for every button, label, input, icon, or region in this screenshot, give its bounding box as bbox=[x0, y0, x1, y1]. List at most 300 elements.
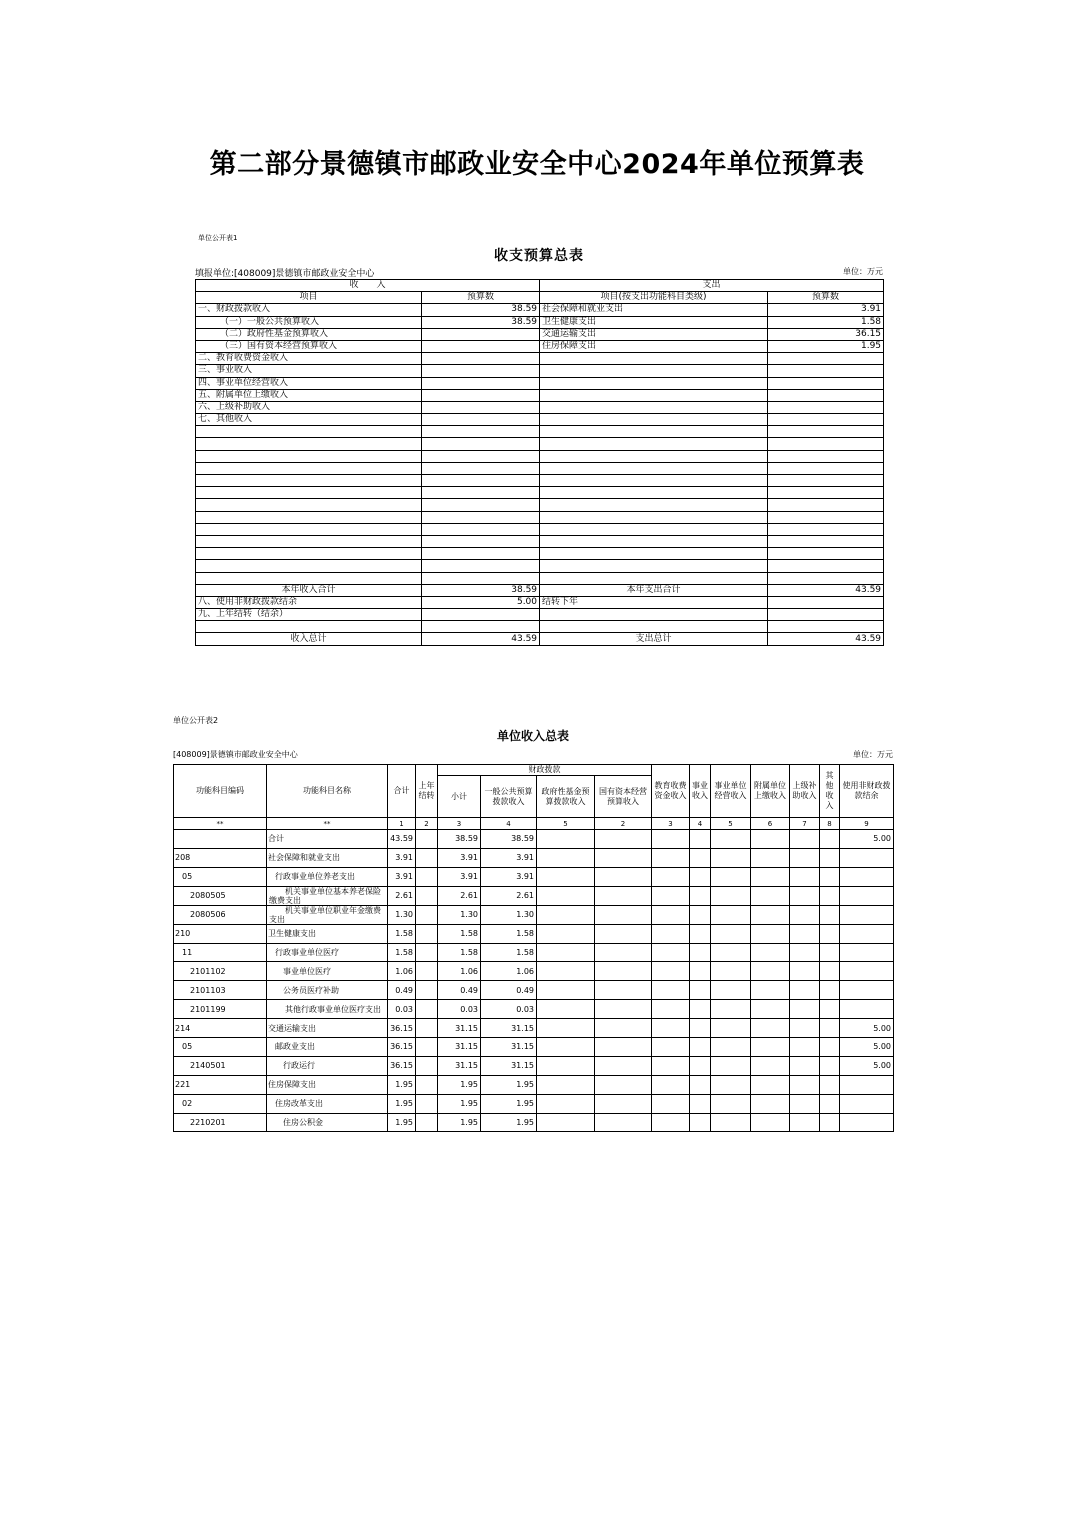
expense-amount bbox=[768, 414, 884, 426]
income-expense-table bbox=[195, 279, 884, 646]
empty-cell bbox=[711, 1113, 751, 1132]
empty-cell bbox=[711, 1056, 751, 1075]
total-cell: 1.06 bbox=[388, 962, 416, 981]
subtotal-cell: 0.03 bbox=[438, 1000, 481, 1019]
empty-cell bbox=[711, 905, 751, 924]
general-cell: 31.15 bbox=[481, 1056, 537, 1075]
empty-cell bbox=[595, 962, 652, 981]
empty-cell bbox=[768, 462, 884, 474]
table1-empty-row bbox=[196, 426, 884, 438]
empty-cell bbox=[751, 848, 790, 867]
empty-cell bbox=[690, 848, 711, 867]
empty-cell bbox=[690, 962, 711, 981]
carry-cell bbox=[416, 924, 438, 943]
empty-cell bbox=[537, 981, 595, 1000]
empty-cell bbox=[196, 438, 422, 450]
empty-cell bbox=[768, 426, 884, 438]
subtotal-cell: 3.91 bbox=[438, 867, 481, 886]
index-cell: 7 bbox=[790, 818, 820, 830]
empty-cell bbox=[790, 886, 820, 905]
name-cell: 卫生健康支出 bbox=[267, 924, 388, 943]
empty-cell bbox=[768, 621, 884, 633]
hdr-fund: 政府性基金预算拨款收入 bbox=[537, 776, 595, 818]
empty-cell bbox=[652, 1019, 690, 1038]
empty-cell bbox=[790, 1075, 820, 1094]
empty-cell bbox=[751, 943, 790, 962]
general-cell: 1.95 bbox=[481, 1094, 537, 1113]
table2-row bbox=[174, 886, 894, 905]
table2-title: 单位收入总表 bbox=[496, 729, 569, 743]
hdr-affiliated: 附属单位上缴收入 bbox=[751, 765, 790, 818]
code-cell: 11 bbox=[174, 943, 267, 962]
empty-cell bbox=[790, 1094, 820, 1113]
carry-cell bbox=[416, 981, 438, 1000]
index-cell: 3 bbox=[652, 818, 690, 830]
table1-empty-row bbox=[196, 511, 884, 523]
empty-cell bbox=[652, 830, 690, 849]
table2-row bbox=[174, 1019, 894, 1038]
total-cell: 36.15 bbox=[388, 1019, 416, 1038]
empty-cell bbox=[422, 511, 540, 523]
carry-cell bbox=[416, 830, 438, 849]
empty-cell bbox=[196, 475, 422, 487]
income-amount bbox=[422, 389, 540, 401]
empty-cell bbox=[540, 511, 768, 523]
empty-cell bbox=[595, 1094, 652, 1113]
general-cell: 3.91 bbox=[481, 867, 537, 886]
empty-cell bbox=[196, 560, 422, 572]
empty-cell bbox=[690, 830, 711, 849]
nonfiscal-cell: 5.00 bbox=[840, 1038, 894, 1057]
subtotal-cell: 1.58 bbox=[438, 924, 481, 943]
empty-cell bbox=[820, 905, 840, 924]
general-cell: 1.95 bbox=[481, 1075, 537, 1094]
table1-row bbox=[196, 340, 884, 352]
empty-cell bbox=[751, 1019, 790, 1038]
empty-cell bbox=[820, 1075, 840, 1094]
empty-cell bbox=[422, 487, 540, 499]
total-expense: 43.59 bbox=[768, 633, 884, 645]
carry-cell bbox=[416, 1113, 438, 1132]
empty-cell bbox=[196, 450, 422, 462]
expense-item bbox=[540, 377, 768, 389]
expense-item bbox=[540, 401, 768, 413]
income-item: （一）一般公共预算收入 bbox=[196, 316, 422, 328]
table2-row bbox=[174, 962, 894, 981]
total-cell: 1.30 bbox=[388, 905, 416, 924]
empty-cell bbox=[690, 905, 711, 924]
empty-cell bbox=[537, 830, 595, 849]
general-cell: 1.95 bbox=[481, 1113, 537, 1132]
nonfiscal-cell bbox=[840, 962, 894, 981]
table2-row bbox=[174, 924, 894, 943]
general-cell: 0.49 bbox=[481, 981, 537, 1000]
carry-cell bbox=[416, 867, 438, 886]
empty-cell bbox=[751, 886, 790, 905]
empty-cell bbox=[196, 462, 422, 474]
empty-cell bbox=[652, 886, 690, 905]
empty-cell bbox=[820, 867, 840, 886]
empty-cell bbox=[820, 924, 840, 943]
hdr-fiscal: 财政拨款 bbox=[438, 765, 652, 776]
total-cell: 1.95 bbox=[388, 1094, 416, 1113]
hdr-total: 合计 bbox=[388, 765, 416, 818]
empty-cell bbox=[422, 438, 540, 450]
empty-cell bbox=[595, 981, 652, 1000]
index-cell: ** bbox=[174, 818, 267, 830]
empty-cell bbox=[751, 1075, 790, 1094]
empty-cell bbox=[711, 924, 751, 943]
carry-cell bbox=[416, 1075, 438, 1094]
empty-cell bbox=[595, 867, 652, 886]
empty-cell bbox=[820, 886, 840, 905]
expense-item bbox=[540, 365, 768, 377]
code-cell: 05 bbox=[174, 867, 267, 886]
nonfiscal-cell bbox=[840, 981, 894, 1000]
empty-cell bbox=[652, 848, 690, 867]
general-cell: 1.06 bbox=[481, 962, 537, 981]
empty-cell bbox=[595, 1038, 652, 1057]
empty-cell bbox=[595, 943, 652, 962]
empty-cell bbox=[768, 438, 884, 450]
carry-cell bbox=[416, 1038, 438, 1057]
income-item: （二）政府性基金预算收入 bbox=[196, 328, 422, 340]
empty-cell bbox=[652, 867, 690, 886]
name-cell: 公务员医疗补助 bbox=[267, 981, 388, 1000]
table1-summary-row bbox=[196, 609, 884, 621]
empty-cell bbox=[690, 867, 711, 886]
empty-cell bbox=[768, 499, 884, 511]
subtotal-cell: 1.95 bbox=[438, 1075, 481, 1094]
expense-item: 住房保障支出 bbox=[540, 340, 768, 352]
empty-cell bbox=[595, 1019, 652, 1038]
empty-cell bbox=[790, 1000, 820, 1019]
empty-cell bbox=[196, 499, 422, 511]
empty-cell bbox=[422, 450, 540, 462]
empty-cell bbox=[690, 1000, 711, 1019]
carry-cell bbox=[416, 1000, 438, 1019]
nonfiscal-cell bbox=[840, 848, 894, 867]
empty-cell bbox=[790, 1019, 820, 1038]
empty-cell bbox=[820, 981, 840, 1000]
subtotal-cell: 1.95 bbox=[438, 1094, 481, 1113]
empty-cell bbox=[690, 886, 711, 905]
total-cell: 1.95 bbox=[388, 1075, 416, 1094]
empty-cell bbox=[540, 450, 768, 462]
table1-empty-row bbox=[196, 499, 884, 511]
index-cell: ** bbox=[267, 818, 388, 830]
empty-cell bbox=[537, 924, 595, 943]
empty-cell bbox=[540, 621, 768, 633]
empty-cell bbox=[768, 609, 884, 621]
name-cell: 其他行政事业单位医疗支出 bbox=[267, 1000, 388, 1019]
table1-currency: 单位：万元 bbox=[843, 267, 883, 276]
subtotal-cell: 1.95 bbox=[438, 1113, 481, 1132]
income-item: 四、事业单位经营收入 bbox=[196, 377, 422, 389]
empty-cell bbox=[422, 426, 540, 438]
code-cell: 214 bbox=[174, 1019, 267, 1038]
income-amount bbox=[422, 353, 540, 365]
income-item: 二、教育收费资金收入 bbox=[196, 353, 422, 365]
total-cell: 43.59 bbox=[388, 830, 416, 849]
hdr-operating: 事业单位经营收入 bbox=[711, 765, 751, 818]
expense-amount bbox=[768, 377, 884, 389]
empty-cell bbox=[422, 523, 540, 535]
income-item: 五、附属单位上缴收入 bbox=[196, 389, 422, 401]
index-cell: 9 bbox=[840, 818, 894, 830]
empty-cell bbox=[652, 1094, 690, 1113]
subtotal-cell: 31.15 bbox=[438, 1038, 481, 1057]
empty-cell bbox=[540, 499, 768, 511]
empty-cell bbox=[690, 981, 711, 1000]
table2-header-row-1 bbox=[174, 765, 894, 776]
income-amount bbox=[422, 365, 540, 377]
table2-row bbox=[174, 1056, 894, 1075]
nonfiscal-cell bbox=[840, 905, 894, 924]
empty-cell bbox=[196, 621, 422, 633]
table2-row bbox=[174, 1075, 894, 1094]
carry-cell bbox=[416, 1019, 438, 1038]
expense-amount bbox=[768, 353, 884, 365]
non-fiscal-label: 八、使用非财政拨款结余 bbox=[196, 596, 422, 608]
empty-cell bbox=[711, 1000, 751, 1019]
name-cell: 住房公积金 bbox=[267, 1113, 388, 1132]
table2-row bbox=[174, 943, 894, 962]
empty-cell bbox=[540, 426, 768, 438]
total-cell: 0.03 bbox=[388, 1000, 416, 1019]
table1-unit-label: 填报单位:[408009]景德镇市邮政业安全中心 bbox=[195, 269, 375, 279]
expense-amount: 1.95 bbox=[768, 340, 884, 352]
empty-cell bbox=[537, 1075, 595, 1094]
income-amount: 38.59 bbox=[422, 304, 540, 316]
nonfiscal-cell bbox=[840, 1094, 894, 1113]
empty-cell bbox=[595, 1075, 652, 1094]
expense-header: 支出 bbox=[540, 280, 884, 292]
empty-cell bbox=[595, 1056, 652, 1075]
name-cell: 行政事业单位医疗 bbox=[267, 943, 388, 962]
empty-cell bbox=[751, 830, 790, 849]
table2-row bbox=[174, 830, 894, 849]
table1-row bbox=[196, 316, 884, 328]
nonfiscal-cell bbox=[840, 1113, 894, 1132]
subtotal-cell: 31.15 bbox=[438, 1056, 481, 1075]
year-expense: 43.59 bbox=[768, 584, 884, 596]
empty-cell bbox=[820, 848, 840, 867]
table1-summary-row bbox=[196, 596, 884, 608]
empty-cell bbox=[422, 475, 540, 487]
empty-cell bbox=[751, 962, 790, 981]
hdr-carry: 上年结转 bbox=[416, 765, 438, 818]
empty-cell bbox=[537, 1038, 595, 1057]
empty-cell bbox=[595, 886, 652, 905]
table1-summary-row bbox=[196, 621, 884, 633]
code-cell: 2080506 bbox=[174, 905, 267, 924]
empty-cell bbox=[768, 523, 884, 535]
subtotal-cell: 1.58 bbox=[438, 943, 481, 962]
nonfiscal-cell bbox=[840, 886, 894, 905]
empty-cell bbox=[537, 1000, 595, 1019]
empty-cell bbox=[820, 1113, 840, 1132]
expense-amount: 36.15 bbox=[768, 328, 884, 340]
empty-cell bbox=[652, 962, 690, 981]
empty-cell bbox=[537, 1094, 595, 1113]
carry-cell bbox=[416, 1094, 438, 1113]
empty-cell bbox=[537, 962, 595, 981]
empty-cell bbox=[537, 905, 595, 924]
subtotal-cell: 3.91 bbox=[438, 848, 481, 867]
hdr-superior: 上级补助收入 bbox=[790, 765, 820, 818]
name-cell: 行政运行 bbox=[267, 1056, 388, 1075]
empty-cell bbox=[196, 548, 422, 560]
nonfiscal-cell: 5.00 bbox=[840, 1056, 894, 1075]
col-amount: 预算数 bbox=[422, 292, 540, 304]
code-cell: 221 bbox=[174, 1075, 267, 1094]
empty-cell bbox=[790, 848, 820, 867]
name-cell: 行政事业单位养老支出 bbox=[267, 867, 388, 886]
empty-cell bbox=[595, 848, 652, 867]
name-cell: 合计 bbox=[267, 830, 388, 849]
carry-next bbox=[768, 596, 884, 608]
empty-cell bbox=[690, 1056, 711, 1075]
empty-cell bbox=[540, 475, 768, 487]
name-cell: 邮政业支出 bbox=[267, 1038, 388, 1057]
subtotal-cell: 2.61 bbox=[438, 886, 481, 905]
empty-cell bbox=[751, 924, 790, 943]
nonfiscal-cell bbox=[840, 924, 894, 943]
hdr-edu: 教育收费资金收入 bbox=[652, 765, 690, 818]
table1-row bbox=[196, 304, 884, 316]
empty-cell bbox=[422, 548, 540, 560]
subtotal-cell: 31.15 bbox=[438, 1019, 481, 1038]
empty-cell bbox=[790, 1056, 820, 1075]
name-cell: 交通运输支出 bbox=[267, 1019, 388, 1038]
empty-cell bbox=[711, 867, 751, 886]
empty-cell bbox=[652, 1075, 690, 1094]
carry-cell bbox=[416, 905, 438, 924]
index-cell: 2 bbox=[595, 818, 652, 830]
nonfiscal-cell: 5.00 bbox=[840, 1019, 894, 1038]
hdr-name: 功能科目名称 bbox=[267, 765, 388, 818]
expense-amount bbox=[768, 365, 884, 377]
empty-cell bbox=[690, 1075, 711, 1094]
table1-empty-row bbox=[196, 572, 884, 584]
empty-cell bbox=[790, 924, 820, 943]
table2-row bbox=[174, 905, 894, 924]
nonfiscal-cell bbox=[840, 867, 894, 886]
empty-cell bbox=[751, 1113, 790, 1132]
empty-cell bbox=[422, 560, 540, 572]
expense-item: 卫生健康支出 bbox=[540, 316, 768, 328]
table2-row bbox=[174, 867, 894, 886]
income-item: （三）国有资本经营预算收入 bbox=[196, 340, 422, 352]
table2-index-row bbox=[174, 818, 894, 830]
empty-cell bbox=[196, 535, 422, 547]
income-item: 三、事业收入 bbox=[196, 365, 422, 377]
carry-cell bbox=[416, 848, 438, 867]
code-cell bbox=[174, 830, 267, 849]
income-item: 一、财政拨款收入 bbox=[196, 304, 422, 316]
empty-cell bbox=[820, 962, 840, 981]
empty-cell bbox=[690, 943, 711, 962]
hdr-nonfiscal: 使用非财政拨款结余 bbox=[840, 765, 894, 818]
table2-note: 单位公开表2 bbox=[173, 716, 219, 725]
income-amount bbox=[422, 401, 540, 413]
expense-item: 社会保障和就业支出 bbox=[540, 304, 768, 316]
empty-cell bbox=[196, 426, 422, 438]
income-amount: 38.59 bbox=[422, 316, 540, 328]
expense-amount: 3.91 bbox=[768, 304, 884, 316]
table1-row bbox=[196, 377, 884, 389]
empty-cell bbox=[422, 572, 540, 584]
col-exp-item: 项目(按支出功能科目类级) bbox=[540, 292, 768, 304]
total-income-label: 收入总计 bbox=[196, 633, 422, 645]
empty-cell bbox=[768, 511, 884, 523]
code-cell: 2080505 bbox=[174, 886, 267, 905]
empty-cell bbox=[540, 462, 768, 474]
income-amount bbox=[422, 414, 540, 426]
table1-empty-row bbox=[196, 560, 884, 572]
empty-cell bbox=[540, 560, 768, 572]
nonfiscal-cell bbox=[840, 943, 894, 962]
nonfiscal-cell: 5.00 bbox=[840, 830, 894, 849]
income-amount bbox=[422, 377, 540, 389]
unit-income-table bbox=[173, 764, 894, 1132]
total-cell: 1.58 bbox=[388, 943, 416, 962]
empty-cell bbox=[540, 523, 768, 535]
empty-cell bbox=[751, 905, 790, 924]
empty-cell bbox=[540, 548, 768, 560]
table1-row bbox=[196, 353, 884, 365]
total-cell: 1.95 bbox=[388, 1113, 416, 1132]
table1-header-row bbox=[196, 280, 884, 292]
index-cell: 2 bbox=[416, 818, 438, 830]
empty-cell bbox=[537, 848, 595, 867]
table1-unit-row bbox=[195, 266, 883, 279]
empty-cell bbox=[790, 1113, 820, 1132]
empty-cell bbox=[540, 535, 768, 547]
empty-cell bbox=[652, 1113, 690, 1132]
empty-cell bbox=[422, 462, 540, 474]
empty-cell bbox=[711, 830, 751, 849]
table2-currency: 单位：万元 bbox=[853, 750, 893, 759]
index-cell: 5 bbox=[537, 818, 595, 830]
name-cell: 社会保障和就业支出 bbox=[267, 848, 388, 867]
code-cell: 2210201 bbox=[174, 1113, 267, 1132]
empty-cell bbox=[790, 1038, 820, 1057]
empty-cell bbox=[652, 1000, 690, 1019]
table1-row bbox=[196, 401, 884, 413]
nonfiscal-cell bbox=[840, 1000, 894, 1019]
empty-cell bbox=[690, 1038, 711, 1057]
index-cell: 5 bbox=[711, 818, 751, 830]
code-cell: 2101199 bbox=[174, 1000, 267, 1019]
table1-summary-row bbox=[196, 633, 884, 645]
carry-cell bbox=[416, 962, 438, 981]
empty-cell bbox=[196, 487, 422, 499]
hdr-general: 一般公共预算拨款收入 bbox=[481, 776, 537, 818]
total-income: 43.59 bbox=[422, 633, 540, 645]
income-amount bbox=[422, 328, 540, 340]
empty-cell bbox=[196, 523, 422, 535]
empty-cell bbox=[595, 1000, 652, 1019]
table2-row bbox=[174, 1000, 894, 1019]
empty-cell bbox=[540, 609, 768, 621]
total-cell: 0.49 bbox=[388, 981, 416, 1000]
code-cell: 2101103 bbox=[174, 981, 267, 1000]
table1-row bbox=[196, 389, 884, 401]
empty-cell bbox=[751, 981, 790, 1000]
empty-cell bbox=[820, 1038, 840, 1057]
